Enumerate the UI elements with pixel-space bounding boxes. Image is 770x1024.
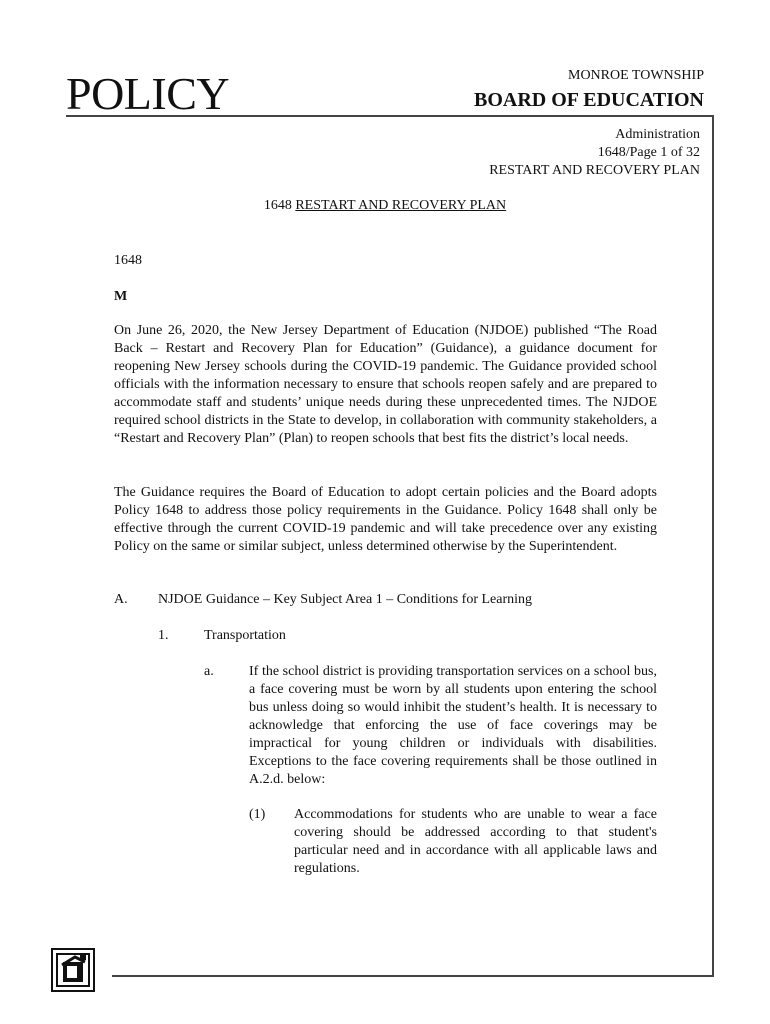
township-name: MONROE TOWNSHIP bbox=[568, 68, 704, 83]
section-a-heading: NJDOE Guidance – Key Subject Area 1 – Conditions for Learning bbox=[158, 592, 533, 607]
board-name: BOARD OF EDUCATION bbox=[473, 89, 704, 111]
strauss-esmay-logo-icon bbox=[51, 948, 95, 992]
title-number: 1648 bbox=[263, 198, 296, 213]
meta-page-number: 1648/Page 1 of 32 bbox=[597, 145, 700, 160]
meta-section: Administration bbox=[615, 127, 700, 142]
item-1-label: 1. bbox=[158, 628, 169, 643]
item-a1-text: Accommodations for students who are unable to wear a face covering should be addressed according to that student's particular need and in accordance with all applicable laws and regulations. bbox=[294, 807, 657, 876]
footer-rule bbox=[112, 975, 714, 977]
item-a-label: a. bbox=[204, 664, 214, 679]
policy-code: 1648 bbox=[114, 253, 142, 268]
page-meta bbox=[489, 126, 700, 180]
item-a1-label: (1) bbox=[249, 807, 266, 822]
item-1-heading: Transportation bbox=[204, 628, 286, 643]
item-a-text: If the school district is providing transportation services on a school bus, a face covering must be worn by all students upon entering the school bus unless doing so would inhibit the student’s health. It is necessary to acknowledge that enforcing the use of face coverings may be impractical for young children or individuals with disabilities. Exceptions to the face covering requirements shall be those outlined in A.2.d. below: bbox=[249, 664, 657, 787]
meta-title: RESTART AND RECOVERY PLAN bbox=[489, 163, 700, 178]
title-text: RESTART AND RECOVERY PLAN bbox=[295, 198, 507, 213]
policy-letter: M bbox=[114, 289, 128, 304]
section-a-label: A. bbox=[114, 592, 128, 607]
document-title bbox=[0, 197, 770, 215]
policy-heading: POLICY bbox=[66, 68, 230, 119]
paragraph-intro: On June 26, 2020, the New Jersey Department of Education (NJDOE) published “The Road Back – Restart and Recovery Plan for Education” (Guidance), a guidance document for reopening New Jersey schools during the COVID-19 pandemic. The Guidance provided school officials with the information necessary to ensure that schools reopen safely and are prepared to accommodate staff and students’ unique needs during these unprecedented times. The NJDOE required school districts in the State to develop, in collaboration with community stakeholders, a “Restart and Recovery Plan” (Plan) to reopen schools that best fits the district’s local needs. bbox=[114, 323, 657, 446]
right-rule bbox=[712, 115, 714, 977]
paragraph-guidance: The Guidance requires the Board of Education to adopt certain policies and the Board adopts Policy 1648 to address those policy requirements in the Guidance. Policy 1648 shall only be effective through the current COVID-19 pandemic and will take precedence over any existing Policy on the same or similar subject, unless determined otherwise by the Superintendent. bbox=[114, 485, 657, 554]
header-rule bbox=[66, 115, 714, 117]
